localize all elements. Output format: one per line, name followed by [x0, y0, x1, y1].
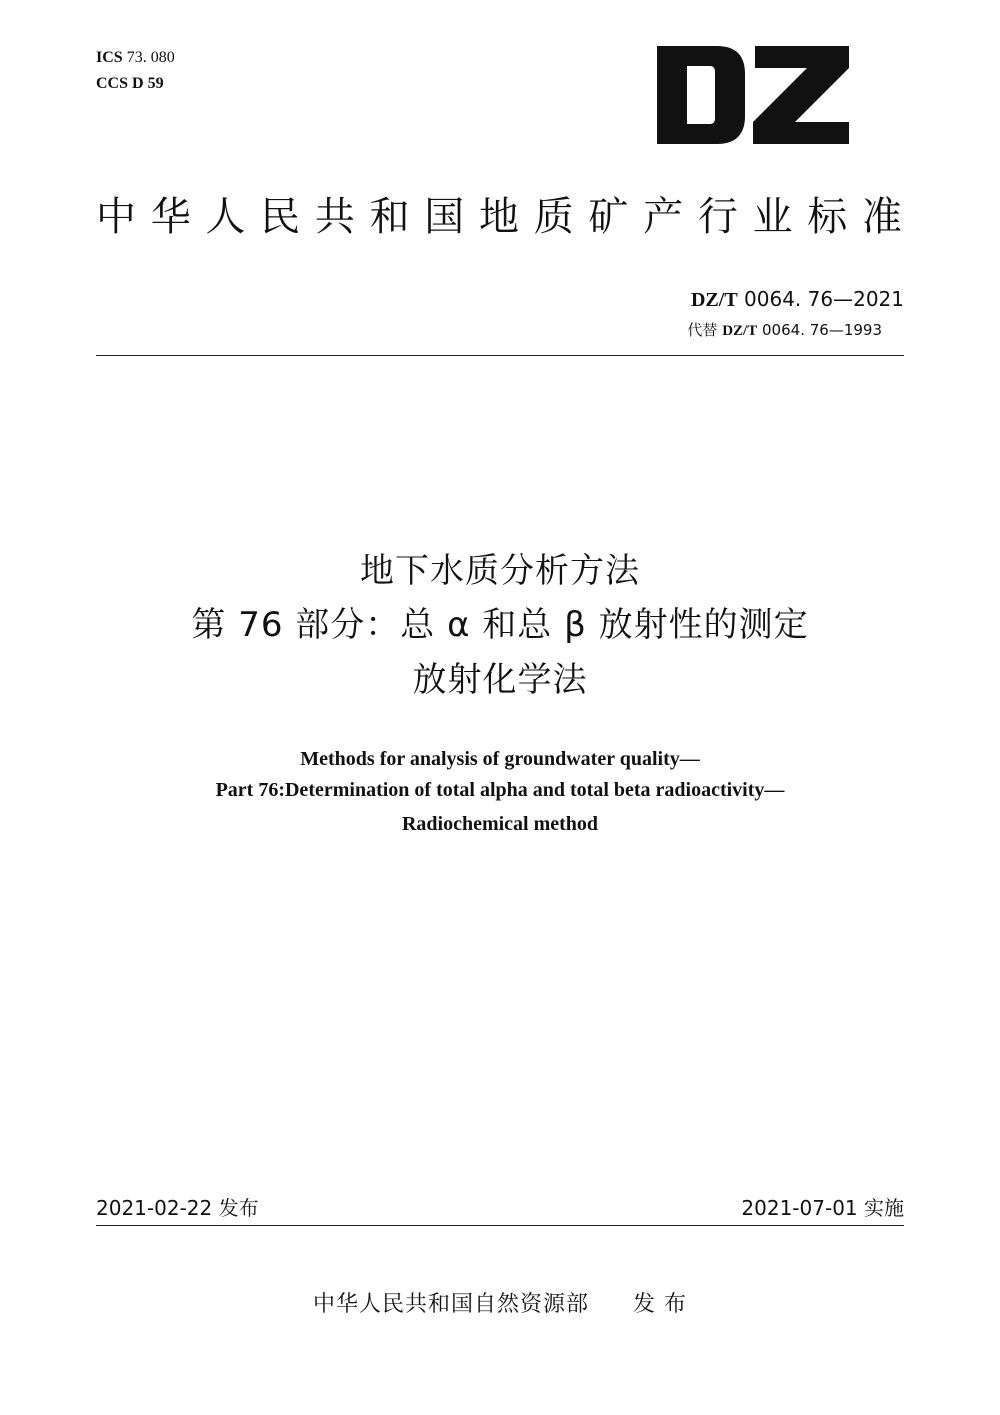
issuer-line [0, 1290, 1000, 1320]
chinese-title-line-2: 第 76 部分：总 α 和总 β 放射性的测定 [191, 605, 809, 645]
ics-classification [96, 48, 175, 68]
english-title-line-2: Part 76:Determination of total alpha and total beta radioactivity— [215, 779, 785, 801]
ics-code: 73. 080 [126, 49, 175, 66]
replaces-number: 0064. 76—1993 [762, 321, 882, 339]
implementation-date: 2021-07-01 实施 [741, 1196, 904, 1220]
standard-code-prefix: DZ/T [690, 289, 738, 311]
ics-label: ICS [96, 49, 123, 66]
english-title-line-1: Methods for analysis of groundwater quality— [300, 748, 700, 770]
chinese-title-line-3: 放射化学法 [412, 660, 588, 700]
chinese-title-line-1: 地下水质分析方法 [360, 551, 640, 591]
ccs-label: CCS [96, 75, 129, 92]
replaces-label: 代替 [687, 321, 718, 339]
header-divider [96, 355, 904, 356]
dz-logo [655, 46, 851, 146]
english-title-line-3: Radiochemical method [401, 813, 599, 835]
footer-divider [96, 1225, 904, 1226]
issuer-action: 发 布 [633, 1292, 687, 1317]
standard-code-number: 0064. 76—2021 [744, 287, 904, 311]
issue-date: 2021-02-22 发布 [96, 1196, 259, 1220]
issuer-name: 中华人民共和国自然资源部 [312, 1292, 589, 1317]
standard-number [691, 286, 904, 313]
ccs-classification [96, 74, 164, 94]
replaces-standard [687, 320, 882, 341]
industry-standard-title: 中华人民共和国地质矿产行业标准 [96, 194, 904, 240]
ccs-code: D 59 [132, 75, 164, 92]
replaces-prefix: DZ/T [722, 323, 758, 339]
